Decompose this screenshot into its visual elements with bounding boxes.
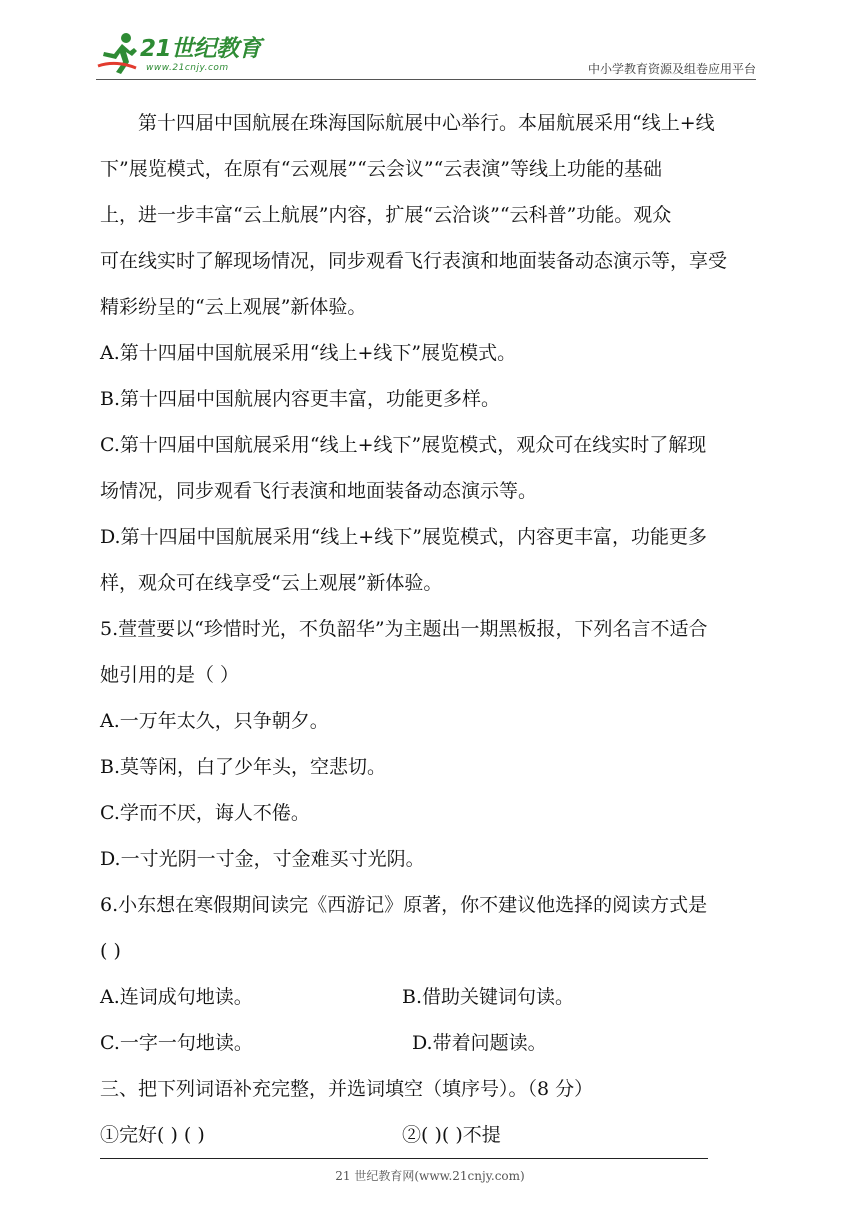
q4-option-a: A.第十四届中国航展采用“线上+线下”展览模式。: [100, 342, 517, 364]
q4-option-d-cont: 样，观众可在线享受“云上观展”新体验。: [100, 572, 443, 594]
q6-option-c: C.一字一句地读。: [100, 1032, 253, 1054]
q5-stem-cont: 她引用的是（ ）: [100, 664, 240, 686]
section-3-item-2: ②( )( )不提: [402, 1124, 501, 1146]
passage-line: 下”展览模式，在原有“云观展”“云会议”“云表演”等线上功能的基础: [100, 158, 662, 180]
q5-option-a: A.一万年太久，只争朝夕。: [100, 710, 329, 732]
logo-url: www.21cnjy.com: [146, 63, 229, 73]
q5-option-c: C.学而不厌，诲人不倦。: [100, 802, 310, 824]
section-3-items: [100, 1112, 762, 1158]
q6-option-a: A.连词成句地读。: [100, 986, 253, 1008]
site-logo: [96, 30, 266, 80]
q5-option-b: B.莫等闲，白了少年头，空悲切。: [100, 756, 387, 778]
q4-option-c: C.第十四届中国航展采用“线上+线下”展览模式，观众可在线实时了解现: [100, 434, 707, 456]
q6-stem: 6.小东想在寒假期间读完《西游记》原著，你不建议他选择的阅读方式是: [100, 894, 708, 916]
q6-options-row-2: [100, 1020, 762, 1066]
runner-logo-icon: [96, 30, 140, 76]
q6-options-row-1: [100, 974, 762, 1020]
section-3-item-1: ①完好( ) ( ): [100, 1124, 205, 1146]
q4-option-b: B.第十四届中国航展内容更丰富，功能更多样。: [100, 388, 501, 410]
q5-option-d: D.一寸光阴一寸金，寸金难买寸光阴。: [100, 848, 425, 870]
header-divider: [96, 79, 756, 80]
page-header: [0, 0, 860, 84]
passage-line: 第十四届中国航展在珠海国际航展中心举行。本届航展采用“线上+线: [138, 112, 715, 134]
footer-divider: [100, 1158, 708, 1159]
platform-name: 中小学教育资源及组卷应用平台: [587, 62, 756, 76]
q5-stem: 5.萱萱要以“珍惜时光，不负韶华”为主题出一期黑板报，下列名言不适合: [100, 618, 708, 640]
passage-line: 精彩纷呈的“云上观展”新体验。: [100, 296, 367, 318]
logo-text: 21世纪教育: [140, 36, 262, 62]
q4-option-c-cont: 场情况，同步观看飞行表演和地面装备动态演示等。: [100, 480, 538, 502]
passage-line: 上，进一步丰富“云上航展”内容，扩展“云洽谈”“云科普”功能。观众: [100, 204, 672, 226]
footer-text: 21 世纪教育网(www.21cnjy.com): [335, 1169, 525, 1183]
document-body: [100, 100, 762, 1158]
section-3-title: 三、把下列词语补充完整，并选词填空（填序号）。（8 分）: [100, 1078, 594, 1100]
q6-stem-cont: ( ): [100, 940, 121, 962]
q6-option-b: B.借助关键词句读。: [402, 986, 575, 1008]
q6-option-d: D.带着问题读。: [412, 1032, 547, 1054]
passage-line: 可在线实时了解现场情况，同步观看飞行表演和地面装备动态演示等，享受: [100, 250, 728, 272]
q4-option-d: D.第十四届中国航展采用“线上+线下”展览模式，内容更丰富，功能更多: [100, 526, 707, 548]
